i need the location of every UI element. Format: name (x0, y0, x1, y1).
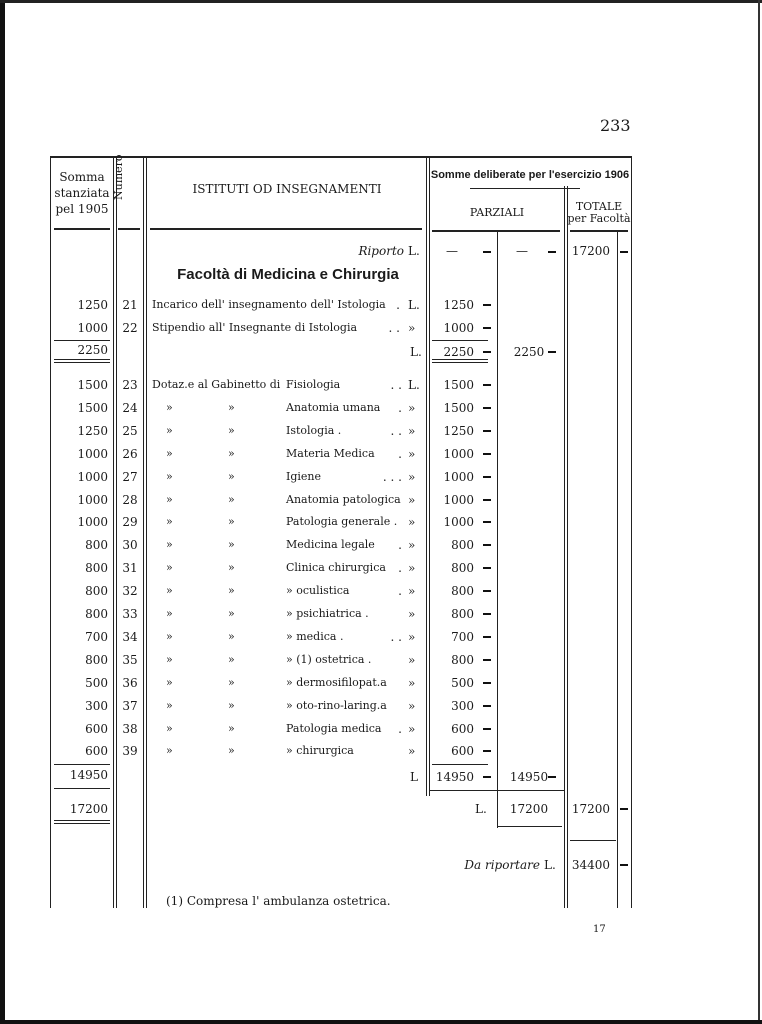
row-numero: 33 (122, 607, 138, 621)
row-mark: » (408, 493, 416, 507)
row-col3: Istologia . (286, 424, 342, 437)
row-parziale: 800 (451, 653, 474, 667)
row-col3: Medicina legale (286, 538, 375, 551)
row-col2: » (228, 722, 235, 735)
table-top-rule (50, 156, 632, 158)
row-dots: . (396, 298, 400, 312)
row-parziale: 500 (451, 676, 474, 690)
row-numero: 23 (122, 378, 138, 392)
row-parziale: 1000 (443, 515, 474, 529)
row-col3: » dermosifilopat.a (286, 676, 387, 689)
col-rule-2a (143, 156, 144, 908)
col-rule-5a (564, 186, 565, 908)
header-totale-2: per Facoltà (567, 212, 631, 225)
riporto-dash-b (548, 251, 556, 253)
header-brace (470, 188, 580, 189)
row-mark: L. (408, 298, 420, 312)
row-dash (483, 567, 491, 569)
row-dash (483, 521, 491, 523)
faculty-rule-total (570, 840, 616, 841)
row-col3: » psichiatrica . (286, 607, 369, 620)
row-dash (483, 327, 491, 329)
group1-rule (54, 340, 110, 341)
row-parziale: 800 (451, 561, 474, 575)
row-parziale: 800 (451, 584, 474, 598)
row-numero: 22 (122, 321, 138, 335)
row-col2: » (228, 630, 235, 643)
row-numero: 38 (122, 722, 138, 736)
row-col3: » (1) ostetrica . (286, 653, 372, 666)
header-somma-3: pel 1905 (55, 202, 109, 216)
group2-total-dash (483, 776, 491, 778)
col-rule-3a (426, 156, 427, 796)
row-numero: 24 (122, 401, 138, 415)
faculty-double-a (54, 820, 110, 821)
riporto-label: Riporto (358, 244, 404, 258)
group2-rule-parz (432, 764, 488, 765)
da-riportare-currency: L. (544, 858, 556, 872)
row-somma: 1500 (77, 401, 108, 415)
header-somme-deliberate: Somme deliberate per l'esercizio 1906 (430, 169, 630, 181)
row-numero: 36 (122, 676, 138, 690)
row-dash (483, 407, 491, 409)
row-numero: 31 (122, 561, 138, 575)
da-riportare-total: 34400 (571, 858, 610, 872)
row-col4: . (398, 538, 402, 552)
row-parziale: 1250 (443, 298, 474, 312)
row-parziale: 1000 (443, 447, 474, 461)
row-col4: . . (390, 630, 402, 644)
row-somma: 600 (85, 722, 108, 736)
row-desc: Incarico dell' insegnamento dell' Istologia (152, 298, 386, 311)
header-rule-1 (54, 228, 110, 230)
row-parziale: 1250 (443, 424, 474, 438)
row-col2: » (228, 561, 235, 574)
row-mark: » (408, 699, 416, 713)
row-mark: » (408, 538, 416, 552)
col-rule-right (631, 156, 632, 908)
row-col3: Fisiologia (286, 378, 341, 391)
row-numero: 29 (122, 515, 138, 529)
group2-total-mark: L (410, 770, 418, 784)
row-col1: » (166, 607, 173, 620)
row-dash (483, 544, 491, 546)
col-rule-1a (113, 156, 114, 908)
col-rule-6 (617, 232, 618, 908)
row-parziale: 700 (451, 630, 474, 644)
row-somma: 800 (85, 653, 108, 667)
row-col4: . . (390, 378, 402, 392)
row-dash (483, 430, 491, 432)
row-col2: » (228, 401, 235, 414)
da-riportare-label: Da riportare (464, 858, 540, 872)
row-parziale: 1000 (443, 321, 474, 335)
col-rule-5b (567, 186, 568, 908)
row-numero: 35 (122, 653, 138, 667)
group2-total-somma: 14950 (69, 768, 108, 782)
faculty-total: 17200 (571, 802, 610, 816)
faculty-dash (620, 808, 628, 810)
row-dash (483, 304, 491, 306)
row-col2: » (228, 493, 235, 506)
group1-double-rule-b (54, 362, 110, 363)
row-mark: » (408, 515, 416, 529)
row-col1: » (166, 401, 173, 414)
row-parziale: 1500 (443, 401, 474, 415)
header-totale-1: TOTALE (575, 200, 623, 213)
row-dash (483, 590, 491, 592)
row-col2: » (228, 447, 235, 460)
row-parziale: 1500 (443, 378, 474, 392)
group2-rule-b (54, 788, 110, 789)
row-somma: 1000 (77, 493, 108, 507)
row-col4: . (398, 561, 402, 575)
row-col3: » chirurgica (286, 744, 354, 757)
col-rule-3b (429, 156, 430, 796)
row-col1: » (166, 424, 173, 437)
page-edge-bottom (0, 1020, 762, 1024)
group1-total-parziale: 2250 (443, 345, 474, 359)
header-istituti: ISTITUTI OD INSEGNAMENTI (192, 182, 382, 196)
row-somma: 800 (85, 538, 108, 552)
row-col3: » oto-rino-laring.a (286, 699, 387, 712)
row-numero: 25 (122, 424, 138, 438)
row-col1: Dotaz.e al Gabinetto di (152, 378, 281, 391)
row-numero: 27 (122, 470, 138, 484)
col-rule-1b (116, 156, 117, 908)
row-col3: Patologia medica (286, 722, 382, 735)
section-title: Facoltà di Medicina e Chirurgia (177, 266, 399, 283)
row-somma: 1250 (77, 298, 108, 312)
row-col1: » (166, 699, 173, 712)
row-col1: » (166, 470, 173, 483)
row-col2: » (228, 653, 235, 666)
row-col3: Anatomia patologica (286, 493, 401, 506)
row-somma: 800 (85, 561, 108, 575)
row-somma: 1000 (77, 447, 108, 461)
group2-rule-c (430, 790, 564, 791)
row-dash (483, 636, 491, 638)
header-somma-2: stanziata (54, 186, 110, 200)
group1-subtotal: 2250 (513, 345, 545, 359)
faculty-total-mark: L. (475, 802, 487, 816)
riporto-dash-2: — (516, 244, 528, 258)
row-somma: 600 (85, 744, 108, 758)
row-dash (483, 750, 491, 752)
row-somma: 300 (85, 699, 108, 713)
row-somma: 1000 (77, 515, 108, 529)
row-col1: » (166, 584, 173, 597)
row-parziale: 600 (451, 722, 474, 736)
faculty-total-somma: 17200 (69, 802, 108, 816)
row-mark: » (408, 607, 416, 621)
page-edge-top (0, 0, 762, 3)
row-mark: » (408, 630, 416, 644)
row-somma: 500 (85, 676, 108, 690)
row-col4: . . . (382, 470, 402, 484)
row-numero: 32 (122, 584, 138, 598)
row-numero: 37 (122, 699, 138, 713)
row-col2: » (228, 470, 235, 483)
row-mark: » (408, 653, 416, 667)
row-parziale: 1000 (443, 470, 474, 484)
row-parziale: 1000 (443, 493, 474, 507)
row-col3: Materia Medica (286, 447, 375, 460)
riporto-dash-a (483, 251, 491, 253)
row-somma: 1000 (77, 321, 108, 335)
faculty-subtotal: 17200 (509, 802, 549, 816)
row-col2: » (228, 515, 235, 528)
row-dash (483, 476, 491, 478)
row-mark: » (408, 744, 416, 758)
row-col1: » (166, 447, 173, 460)
header-rule-5 (570, 230, 628, 232)
row-col2: » (228, 607, 235, 620)
row-col1: » (166, 744, 173, 757)
row-somma: 1000 (77, 470, 108, 484)
group1-total-mark: L. (410, 345, 422, 359)
group1-double-rule-d (432, 362, 488, 363)
row-mark: » (408, 447, 416, 461)
footer-number: 17 (593, 924, 606, 935)
row-numero: 26 (122, 447, 138, 461)
row-dash (483, 453, 491, 455)
row-col4: . . (390, 424, 402, 438)
header-rule-4 (432, 230, 560, 232)
row-col3: Clinica chirurgica (286, 561, 386, 574)
header-rule-3 (150, 228, 422, 230)
row-parziale: 600 (451, 744, 474, 758)
row-desc: Stipendio all' Insegnante di Istologia (152, 321, 358, 334)
row-numero: 34 (122, 630, 138, 644)
row-mark: » (408, 470, 416, 484)
header-somma-1: Somma (59, 170, 105, 184)
row-somma: 1500 (77, 378, 108, 392)
footnote: (1) Compresa l' ambulanza ostetrica. (166, 894, 391, 908)
row-col3: » medica . (286, 630, 344, 643)
row-mark: » (408, 722, 416, 736)
row-col3: Patologia generale . (286, 515, 398, 528)
row-col1: » (166, 653, 173, 666)
group1-rule-parz (432, 340, 488, 341)
row-mark: » (408, 676, 416, 690)
faculty-double-c (498, 826, 562, 827)
row-mark: » (408, 584, 416, 598)
row-numero: 21 (122, 298, 138, 312)
group2-rule (54, 764, 110, 765)
group1-total-somma: 2250 (77, 343, 108, 357)
row-col4: . (398, 584, 402, 598)
row-col3: Igiene (286, 470, 322, 483)
header-numero: Numero (112, 154, 125, 200)
row-col2: » (228, 676, 235, 689)
row-col2: » (228, 744, 235, 757)
row-parziale: 800 (451, 607, 474, 621)
col-rule-4 (497, 232, 498, 828)
row-dash (483, 613, 491, 615)
row-col2: » (228, 538, 235, 551)
row-dash (483, 705, 491, 707)
group1-double-rule-c (432, 359, 488, 360)
header-rule-2 (118, 228, 140, 230)
riporto-dash-1: — (446, 244, 458, 258)
row-somma: 800 (85, 584, 108, 598)
row-col1: » (166, 630, 173, 643)
row-col2: » (228, 424, 235, 437)
row-dash (483, 499, 491, 501)
row-mark: L. (408, 378, 420, 392)
row-somma: 700 (85, 630, 108, 644)
faculty-double-b (54, 823, 110, 824)
row-dash (483, 682, 491, 684)
row-somma: 800 (85, 607, 108, 621)
page-number: 233 (600, 116, 631, 135)
riporto-currency: L. (408, 244, 420, 258)
row-somma: 1250 (77, 424, 108, 438)
row-mark: » (408, 401, 416, 415)
group2-subtotal: 14950 (509, 770, 549, 784)
row-col4: . (398, 401, 402, 415)
col-rule-2b (146, 156, 147, 908)
row-col3: Anatomia umana (286, 401, 381, 414)
riporto-dash-c (620, 251, 628, 253)
row-col1: » (166, 538, 173, 551)
da-riportare-dash (620, 864, 628, 866)
row-dash (483, 659, 491, 661)
page-edge-left (0, 0, 5, 1024)
row-col1: » (166, 561, 173, 574)
group1-double-rule-a (54, 359, 110, 360)
row-mark: » (408, 321, 416, 335)
row-col3: » oculistica (286, 584, 350, 597)
row-dash (483, 384, 491, 386)
row-numero: 30 (122, 538, 138, 552)
row-dots: . . (388, 321, 400, 335)
row-mark: » (408, 424, 416, 438)
group1-total-dash (483, 351, 491, 353)
row-col4: . (398, 447, 402, 461)
row-mark: » (408, 561, 416, 575)
row-col2: » (228, 699, 235, 712)
row-col1: » (166, 515, 173, 528)
row-col1: » (166, 676, 173, 689)
row-col1: » (166, 722, 173, 735)
riporto-total: 17200 (571, 244, 610, 258)
page-edge-right (758, 0, 760, 1024)
row-col2: » (228, 584, 235, 597)
row-numero: 39 (122, 744, 138, 758)
col-rule-left (50, 156, 51, 908)
group2-total-parziale: 14950 (435, 770, 474, 784)
row-parziale: 800 (451, 538, 474, 552)
row-parziale: 300 (451, 699, 474, 713)
row-dash (483, 728, 491, 730)
row-col1: » (166, 493, 173, 506)
row-numero: 28 (122, 493, 138, 507)
header-parziali: PARZIALI (469, 206, 525, 219)
row-col4: . (398, 722, 402, 736)
